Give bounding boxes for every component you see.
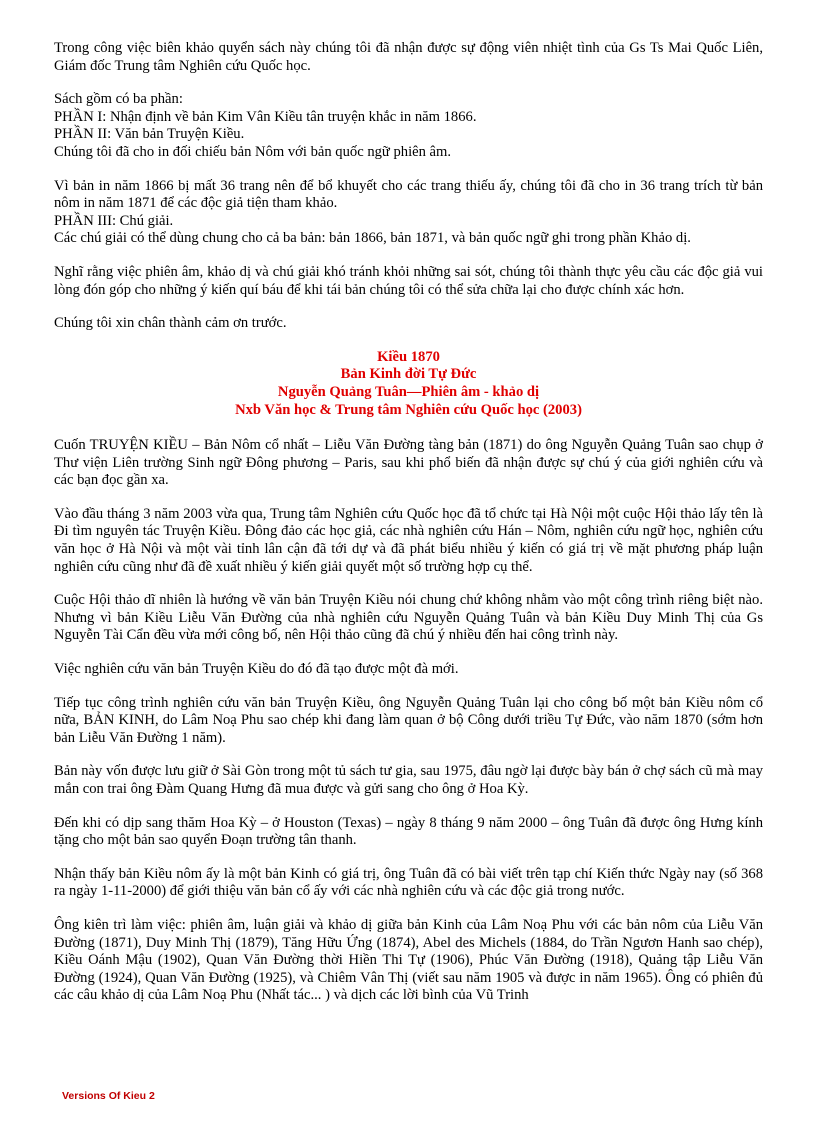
body-paragraph-3: Cuộc Hội thảo dĩ nhiên là hướng về văn bản Truyện Kiều nói chung chứ không nhằm vào một công trình riêng biệt nào. Nhưng vì bản Kiều Liễu Văn Đường của nhà nghiên cứu Nguyễn Quảng Tuân và bản Kiều Duy Minh Thị của Gs Nguyễn Tài Cẩn đều vừa mới công bố, nên Hội thảo cũng đã chú ý nhiều đến hai công trình này.	[54, 592, 763, 644]
document-page	[54, 40, 763, 1005]
heading-line-4: Nxb Văn học & Trung tâm Nghiên cứu Quốc học (2003)	[235, 401, 582, 418]
part-three-note: Các chú giải có thể dùng chung cho cả ba bản: bản 1866, bản 1871, và bản quốc ngữ ghi trong phần Khảo dị.	[54, 230, 691, 247]
intro-paragraph: Trong công việc biên khảo quyển sách này chúng tôi đã nhận được sự động viên nhiệt tình của Gs Ts Mai Quốc Liên, Giám đốc Trung tâm Nghiên cứu Quốc học.	[54, 40, 763, 74]
part-two-note: Chúng tôi đã cho in đối chiếu bản Nôm với bản quốc ngữ phiên âm.	[54, 143, 452, 160]
parts-heading: Sách gồm có ba phần:	[54, 91, 183, 108]
body-paragraph-5: Tiếp tục công trình nghiên cứu văn bản Truyện Kiều, ông Nguyễn Quảng Tuân lại cho công bố một bản Kiều nôm cổ nữa, BẢN KINH, do Lâm Noạ Phu sao chép khi đang làm quan ở bộ Công dưới triều Tự Đức, vào năm 1870 (sớm hơn bản Liễu Văn Đường 1 năm).	[54, 694, 763, 746]
part-three: PHẦN III: Chú giải.	[54, 212, 174, 229]
section-heading	[54, 349, 763, 419]
body-paragraph-2: Vào đầu tháng 3 năm 2003 vừa qua, Trung tâm Nghiên cứu Quốc học đã tổ chức tại Hà Nội một cuộc Hội thảo lấy tên là Đi tìm nguyên tác Truyện Kiều. Đông đảo các học giả, các nhà nghiên cứu Hán – Nôm, nghiên cứu ngữ học, nghiên cứu văn học ở Hà Nội và một vài tỉnh lân cận đã tới dự và đã phát biểu nhiều ý kiến có giá trị về mặt phương pháp luận nghiên cứu cũng như đã đề xuất nhiều ý kiến giải quyết một số trường hợp cụ thể.	[54, 505, 763, 575]
body-paragraph-9: Ông kiên trì làm việc: phiên âm, luận giải và khảo dị giữa bản Kinh của Lâm Noạ Phu với các bản nôm của Liễu Văn Đường (1871), Duy Minh Thị (1879), Tăng Hữu Ứng (1874), Abel des Michels (1884, do Trần Ngươn Hanh sao chép), Kiều Oánh Mậu (1902), Quan Văn Đường thời Hiền Thi Tự (1906), Phúc Văn Đường (1918), Quảng tập Liễu Văn Đường (1924), Quan Văn Đường (1925), và Chiêm Vân Thị (viết sau năm 1905 và được in năm 1965). Ông có phiên đủ các câu khảo dị của Lâm Noạ Phu (Nhất tác... ) và dịch các lời bình của Vũ Trinh	[54, 916, 763, 1004]
body-paragraph-6: Bản này vốn được lưu giữ ở Sài Gòn trong một tủ sách tư gia, sau 1975, đâu ngờ lại được bày bán ở chợ sách cũ mà may mắn con trai ông Đàm Quang Hưng đã mua được và gửi sang cho ông ở Hoa Kỳ.	[54, 763, 763, 797]
body-paragraph-1: Cuốn TRUYỆN KIỀU – Bản Nôm cổ nhất – Liễu Văn Đường tàng bản (1871) do ông Nguyễn Quảng Tuân sao chụp ở Thư viện Liên trường Sinh ngữ Đông phương – Paris, sau khi phổ biến đã nhận được sự chú ý của giới nghiên cứu và các bạn đọc gần xa.	[54, 437, 763, 489]
body-paragraph-7: Đến khi có dịp sang thăm Hoa Kỳ – ở Houston (Texas) – ngày 8 tháng 9 năm 2000 – ông Tuân đã được ông Hưng kính tặng cho một bản sao quyển Đoạn trường tân thanh.	[54, 814, 763, 849]
part-two: PHẦN II: Văn bản Truyện Kiều.	[54, 126, 245, 143]
thanks-paragraph: Chúng tôi xin chân thành cảm ơn trước.	[54, 315, 287, 332]
missing-pages-paragraph: Vì bản in năm 1866 bị mất 36 trang nên để bổ khuyết cho các trang thiếu ấy, chúng tôi đã cho in 36 trang trích từ bản nôm in năm 1871 để các độc giả tiện tham khảo.	[54, 177, 763, 212]
heading-line-2: Bản Kinh đời Tự Đức	[340, 366, 477, 383]
heading-line-1: Kiều 1870	[377, 348, 440, 365]
part-one: PHẦN I: Nhận định về bản Kim Vân Kiều tân truyện khắc in năm 1866.	[54, 108, 477, 125]
errors-paragraph: Nghĩ rằng việc phiên âm, khảo dị và chú giải khó tránh khỏi những sai sót, chúng tôi thành thực yêu cầu các độc giả vui lòng đón góp cho những ý kiến quí báu để khi tái bản chúng tôi có thể sửa chữa lại cho được chính xác hơn.	[54, 263, 763, 298]
page-footer: Versions Of Kieu 2	[62, 1090, 155, 1102]
body-paragraph-8: Nhận thấy bản Kiều nôm ấy là một bản Kinh có giá trị, ông Tuân đã có bài viết trên tạp chí Kiến thức Ngày nay (số 368 ra ngày 1-11-2000) để giới thiệu văn bản cổ ấy với các nhà nghiên cứu và các độc giả trong nước.	[54, 865, 763, 900]
heading-line-3: Nguyễn Quảng Tuân—Phiên âm - khảo dị	[277, 383, 540, 400]
body-paragraph-4: Việc nghiên cứu văn bản Truyện Kiều do đó đã tạo được một đà mới.	[54, 661, 459, 678]
